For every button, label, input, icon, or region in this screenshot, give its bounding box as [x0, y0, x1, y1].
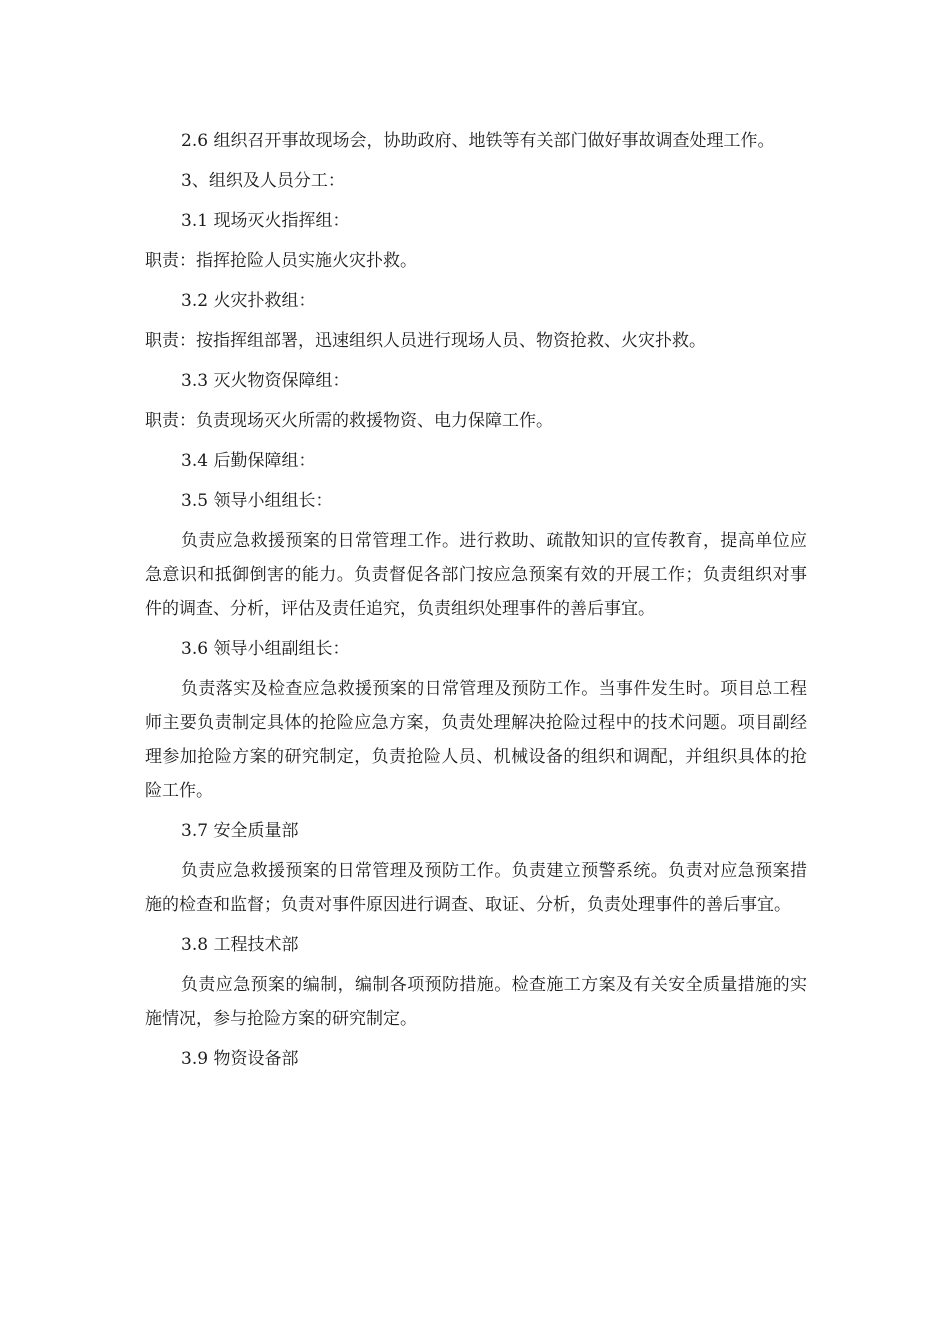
heading-3-3: 3.3 灭火物资保障组： — [181, 371, 350, 391]
paragraph-3-6: 负责落实及检查应急救援预案的日常管理及预防工作。当事件发生时。项目总工程师主要负责制定具体的抢险应急方案，负责处理解决抢险过程中的技术问题。项目副经理参加抢险方案的研究制定，负责抢险人员、机械设备的组织和调配，并组织具体的抢险工作。 — [145, 679, 807, 801]
heading-3-1: 3.1 现场灭火指挥组： — [181, 211, 350, 231]
duty-3-2: 职责：按指挥组部署，迅速组织人员进行现场人员、物资抢救、火灾扑救。 — [145, 331, 706, 351]
heading-3-6: 3.6 领导小组副组长： — [181, 639, 350, 659]
paragraph-3-8: 负责应急预案的编制，编制各项预防措施。检查施工方案及有关安全质量措施的实施情况，参与抢险方案的研究制定。 — [145, 975, 807, 1029]
heading-3-7: 3.7 安全质量部 — [181, 821, 299, 841]
paragraph-3-5: 负责应急救援预案的日常管理工作。进行救助、疏散知识的宣传教育，提高单位应急意识和抵御倒害的能力。负责督促各部门按应急预案有效的开展工作；负责组织对事件的调查、分析，评估及责任追究，负责组织处理事件的善后事宜。 — [145, 531, 807, 619]
heading-3: 3、组织及人员分工： — [181, 171, 345, 191]
heading-3-8: 3.8 工程技术部 — [181, 935, 299, 955]
heading-3-2: 3.2 火灾扑救组： — [181, 291, 316, 311]
document-body — [145, 124, 807, 1082]
heading-3-9: 3.9 物资设备部 — [181, 1049, 299, 1069]
heading-3-4: 3.4 后勤保障组： — [181, 451, 316, 471]
duty-3-3: 职责：负责现场灭火所需的救援物资、电力保障工作。 — [145, 411, 553, 431]
duty-3-1: 职责：指挥抢险人员实施火灾扑救。 — [145, 251, 417, 271]
paragraph-2-6: 2.6 组织召开事故现场会，协助政府、地铁等有关部门做好事故调查处理工作。 — [181, 131, 775, 151]
paragraph-3-7: 负责应急救援预案的日常管理及预防工作。负责建立预警系统。负责对应急预案措施的检查和监督；负责对事件原因进行调查、取证、分析，负责处理事件的善后事宜。 — [145, 861, 807, 915]
heading-3-5: 3.5 领导小组组长： — [181, 491, 333, 511]
